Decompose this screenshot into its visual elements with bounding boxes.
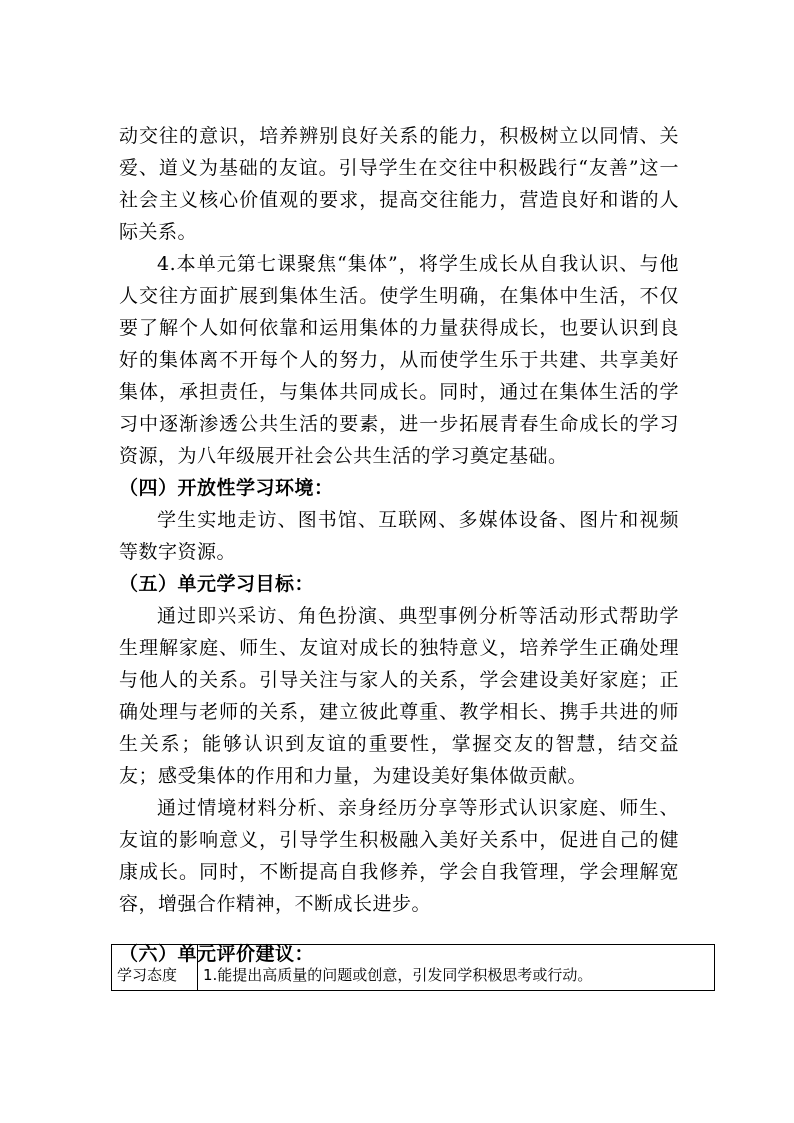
paragraph-learning-goals-1: 通过即兴采访、角色扮演、典型事例分析等活动形式帮助学生理解家庭、师生、友谊对成长的独特意义，培养学生正确处理与他人的关系。引导关注与家人的关系，学会建设美好家庭；正确处理与老师的关系，建立彼此尊重、教学相长、携手共进的师生关系；能够认识到友谊的重要性，掌握交友的智慧，结交益友；感受集体的作用和力量，为建设美好集体做贡献。 bbox=[119, 605, 679, 787]
table-cell-content: 1.能提出高质量的问题或创意，引发同学积极思考或行动。 bbox=[198, 945, 715, 991]
table-row bbox=[112, 945, 715, 991]
document-body bbox=[119, 120, 679, 970]
table-cell-label: 学习态度 bbox=[112, 945, 198, 991]
section-heading-learning-goals: （五）单元学习目标： bbox=[119, 573, 315, 595]
paragraph-learning-goals-2: 通过情境材料分析、亲身经历分享等形式认识家庭、师生、友谊的影响意义，引导学生积极融入美好关系中，促进自己的健康成长。同时，不断提高自我修养，学会自我管理，学会理解宽容，增强合作精神，不断成长进步。 bbox=[119, 797, 679, 915]
evaluation-table bbox=[111, 944, 715, 991]
section-heading-learning-environment: （四）开放性学习环境： bbox=[119, 477, 334, 499]
paragraph-collective: 4.本单元第七课聚焦“集体”，将学生成长从自我认识、与他人交往方面扩展到集体生活。使学生明确，在集体中生活，不仅要了解个人如何依靠和运用集体的力量获得成长，也要认识到良好的集体离不开每个人的努力，从而使学生乐于共建、共享美好集体，承担责任，与集体共同成长。同时，通过在集体生活的学习中逐渐渗透公共生活的要素，进一步拓展青春生命成长的学习资源，为八年级展开社会公共生活的学习奠定基础。 bbox=[119, 253, 679, 467]
paragraph-relationships: 动交往的意识，培养辨别良好关系的能力，积极树立以同情、关爱、道义为基础的友谊。引导学生在交往中积极践行“友善”这一社会主义核心价值观的要求，提高交往能力，营造良好和谐的人际关系。 bbox=[119, 125, 679, 243]
paragraph-learning-environment: 学生实地走访、图书馆、互联网、多媒体设备、图片和视频等数字资源。 bbox=[119, 509, 679, 563]
section-heading-evaluation: （六）单元评价建议： bbox=[119, 943, 315, 965]
